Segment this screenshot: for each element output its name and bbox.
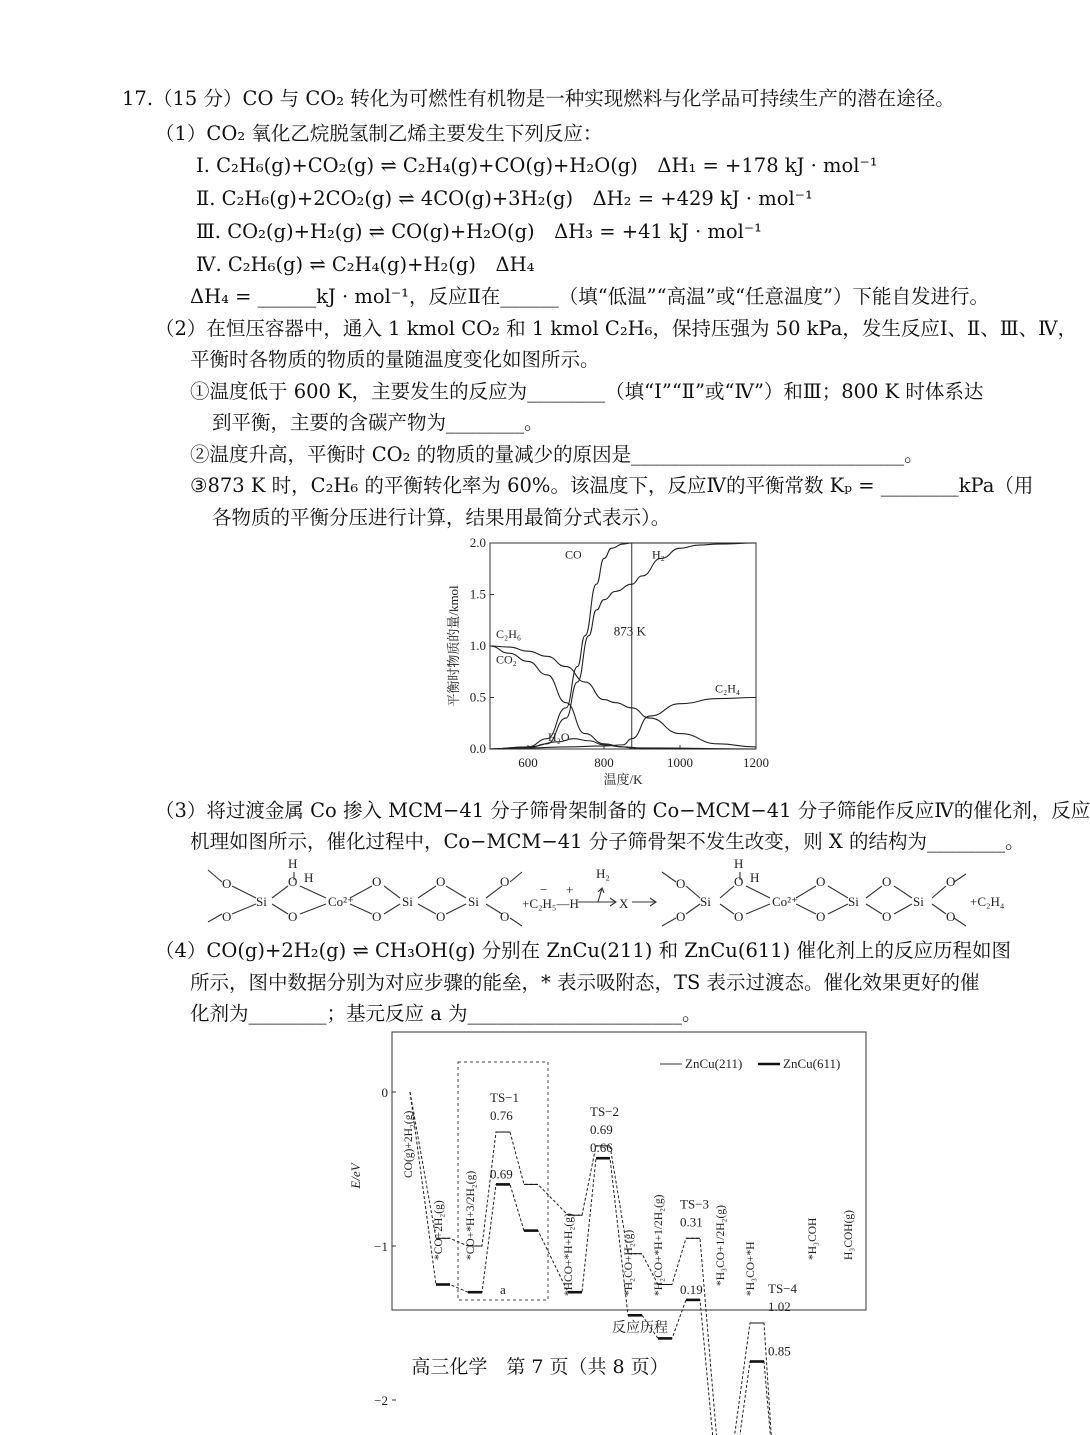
mech-o: O	[734, 874, 744, 889]
mech-h: H	[288, 856, 298, 871]
state-label: *CO+2H₂(g)	[433, 1200, 445, 1260]
barrier-611: 0.66	[590, 1140, 613, 1156]
part2-q2: ②温度升高，平衡时 CO₂ 的物质的量减少的原因是____________________________。	[190, 443, 924, 466]
x-tick-label: 1000	[667, 755, 693, 770]
state-label: *HCO+*H+H₂(g)	[563, 1213, 575, 1296]
x-tick-label: 600	[518, 755, 538, 770]
series-line-CO	[490, 543, 756, 749]
mech-o: O	[372, 874, 382, 889]
reaction-4: Ⅳ. C₂H₆(g) ⇌ C₂H₄(g)+H₂(g) ΔH₄	[196, 253, 535, 276]
mech-co: Co²⁺	[328, 894, 354, 909]
barrier-611: 0.85	[768, 1343, 791, 1359]
x-tick-label: 800	[594, 755, 614, 770]
mech-o: O	[436, 909, 446, 924]
series-label: CO	[565, 547, 582, 562]
state-label: H₃COH(g)	[843, 1209, 855, 1260]
y-tick-label: 1.5	[469, 586, 486, 602]
mech-o: O	[288, 874, 298, 889]
part3-line-a: （3）将过渡金属 Co 掺入 MCM−41 分子筛骨架制备的 Co−MCM−41 分子筛能作反应Ⅳ的催化剂，反应	[155, 799, 1090, 822]
ts-label: TS−3	[680, 1196, 710, 1212]
state-label: *H₃CO+1/2H₂(g)	[715, 1205, 727, 1286]
mech-si: Si	[402, 894, 413, 909]
part1-question: ΔH₄ = ______kJ · mol⁻¹，反应Ⅱ在______（填“低温”“高温”或“任意温度”）下能自发进行。	[190, 285, 990, 308]
y-tick-label: 0.5	[469, 689, 486, 705]
part2-q1-b: 到平衡，主要的含碳产物为________。	[212, 411, 544, 434]
mech-o: O	[372, 909, 382, 924]
mech-o: O	[734, 909, 744, 924]
series-label: H₂	[652, 547, 665, 562]
y-tick-label: −2	[374, 1393, 388, 1408]
legend-211-label: ZnCu(211)	[685, 1056, 743, 1071]
mech-x: X	[619, 896, 629, 911]
mech-o: O	[676, 909, 686, 924]
energy-path-ZnCu(611)	[410, 1092, 822, 1435]
mech-h: H	[750, 870, 760, 885]
mech-o: O	[816, 874, 826, 889]
state-label: *H₃CO+*H	[745, 1241, 757, 1296]
reaction-1: Ⅰ. C₂H₆(g)+CO₂(g) ⇌ C₂H₄(g)+CO(g)+H₂O(g) ΔH₁ = +178 kJ · mol⁻¹	[196, 154, 878, 177]
mech-o: O	[222, 909, 232, 924]
mech-o: O	[222, 876, 232, 891]
mech-plus: +	[566, 882, 574, 897]
part2-line-b: 平衡时各物质的物质的量随温度变化如图所示。	[190, 348, 600, 371]
barrier-211: 1.02	[768, 1299, 791, 1314]
y-tick-label: 0.0	[469, 741, 486, 756]
page-footer: 高三化学 第 7 页（共 8 页）	[411, 1356, 669, 1378]
mech-o: O	[436, 874, 446, 889]
y-tick-label: 2.0	[469, 535, 486, 550]
mech-minus: −	[540, 882, 548, 897]
catalyst-mechanism-diagram	[200, 858, 1020, 938]
y-tick-label: −1	[374, 1239, 388, 1254]
y-axis-label: E/eV	[348, 1163, 363, 1189]
equilibrium-chart	[440, 533, 780, 793]
mech-o: O	[816, 909, 826, 924]
mech-o: O	[288, 909, 298, 924]
reaction-3: Ⅲ. CO₂(g)+H₂(g) ⇌ CO(g)+H₂O(g) ΔH₃ = +41 kJ · mol⁻¹	[196, 220, 762, 243]
energy-path-ZnCu(211)	[410, 1092, 822, 1435]
state-label: *CO+*H+3/2H₂(g)	[465, 1170, 477, 1260]
state-label: *H₃COH	[807, 1217, 819, 1260]
mech-si: Si	[848, 894, 859, 909]
ts-label: TS−1	[490, 1090, 520, 1106]
part2-q3-a: ③873 K 时，C₂H₆ 的平衡转化率为 60%。该温度下，反应Ⅳ的平衡常数 Kₚ = ________kPa（用	[190, 474, 1034, 497]
x-tick-label: 1200	[743, 755, 769, 770]
state-label: *H₂CO+H₂(g)	[623, 1229, 635, 1296]
barrier-211: 0.69	[590, 1121, 613, 1137]
ts-label: TS−4	[768, 1281, 798, 1296]
part2-line-a: （2）在恒压容器中，通入 1 kmol CO₂ 和 1 kmol C₂H₆，保持压强为 50 kPa，发生反应Ⅰ、Ⅱ、Ⅲ、Ⅳ，	[155, 317, 1078, 340]
series-label: CO₂	[496, 652, 517, 667]
part4-line-b: 所示，图中数据分别为对应步骤的能垒，* 表示吸附态，TS 表示过渡态。催化效果更好的催	[190, 971, 980, 994]
mech-o: O	[946, 874, 956, 889]
mech-o: O	[882, 909, 892, 924]
barrier-211: 0.76	[490, 1108, 513, 1124]
part2-q3-b: 各物质的平衡分压进行计算，结果用最简分式表示）。	[212, 506, 671, 529]
mech-o: O	[676, 876, 686, 891]
x-axis-label: 温度/K	[603, 772, 643, 787]
barrier-611: 0.69	[490, 1166, 513, 1182]
x-axis-label: 反应历程	[612, 1321, 668, 1336]
part4-line-a: （4）CO(g)+2H₂(g) ⇌ CH₃OH(g) 分别在 ZnCu(211) 和 ZnCu(611) 催化剂上的反应历程如图	[155, 939, 1011, 962]
mech-si: Si	[468, 894, 479, 909]
series-line-CO₂	[490, 646, 756, 749]
mech-co: Co²⁺	[772, 894, 798, 909]
state-label: *H₂CO+*H+1/2H₂(g)	[653, 1194, 665, 1296]
part3-line-b: 机理如图所示，催化过程中，Co−MCM−41 分子筛骨架不发生改变，则 X 的结构为________。	[190, 830, 1025, 853]
mech-reactant: +C₂H₅—H	[522, 896, 579, 911]
mech-si: Si	[256, 894, 267, 909]
state-label: CO(g)+2H₂(g)	[403, 1110, 415, 1178]
series-label: C₂H₄	[715, 681, 741, 696]
mech-o: O	[500, 874, 510, 889]
y-axis-label: 平衡时物质的量/kmol	[446, 585, 461, 707]
reaction-2: Ⅱ. C₂H₆(g)+2CO₂(g) ⇌ 4CO(g)+3H₂(g) ΔH₂ = +429 kJ · mol⁻¹	[196, 187, 813, 210]
annotation-873k: 873 K	[613, 623, 646, 639]
mech-h2: H₂	[596, 866, 610, 881]
step-a-label: a	[500, 1282, 506, 1297]
mech-product: +C₂H₄	[970, 894, 1005, 909]
ts-label: TS−2	[590, 1103, 620, 1119]
y-tick-label: 1.0	[469, 638, 486, 653]
mech-h: H	[734, 856, 744, 871]
y-tick-label: 0	[381, 1085, 388, 1100]
series-label: C₂H₆	[496, 626, 522, 641]
mech-o: O	[882, 874, 892, 889]
barrier-211: 0.31	[680, 1214, 703, 1230]
barrier-611: 0.19	[680, 1281, 703, 1297]
series-line-H₂	[490, 543, 756, 749]
mech-si: Si	[913, 894, 924, 909]
part1-heading: （1）CO₂ 氧化乙烷脱氢制乙烯主要发生下列反应：	[155, 122, 603, 145]
question-intro: 17.（15 分）CO 与 CO₂ 转化为可燃性有机物是一种实现燃料与化学品可持续生产的潜在途径。	[122, 87, 955, 110]
legend-611-label: ZnCu(611)	[783, 1056, 841, 1071]
part2-q1-a: ①温度低于 600 K，主要发生的反应为________（填“Ⅰ”“Ⅱ”或“Ⅳ”）和Ⅲ；800 K 时体系达	[190, 380, 984, 403]
plot-frame	[490, 543, 756, 749]
mech-o: O	[946, 909, 956, 924]
mech-si: Si	[700, 894, 711, 909]
part4-line-c: 化剂为________；基元反应 a 为______________________。	[190, 1002, 702, 1025]
series-label: H₂O	[548, 729, 570, 744]
mech-h: H	[304, 870, 314, 885]
mech-o: O	[500, 909, 510, 924]
